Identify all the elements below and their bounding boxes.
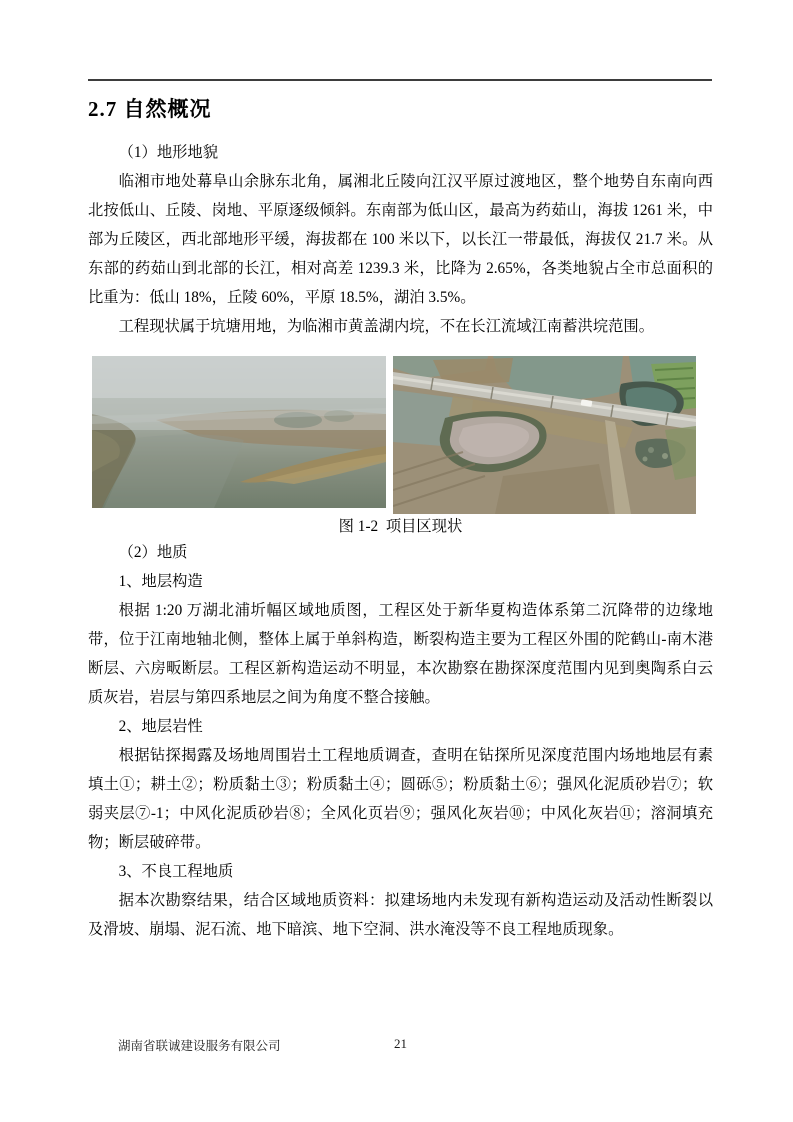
- aerial-river-wetland-illustration: [92, 356, 386, 508]
- footer-company-name: 湖南省联诚建设服务有限公司: [118, 1039, 281, 1053]
- footer-page-number: 21: [394, 1036, 407, 1051]
- aerial-river-wetland-photo: [92, 356, 386, 508]
- aerial-road-fields-illustration: [393, 356, 696, 514]
- heading-terrain: （1）地形地貌: [118, 144, 219, 161]
- header-rule: [88, 79, 712, 81]
- aerial-road-fields-photo: [393, 356, 696, 514]
- paragraph-adverse-geology: 据本次勘察结果，结合区域地质资料：拟建场地内未发现有新构造运动及活动性断裂以及滑坡、崩塌、泥石流、地下暗滨、地下空洞、洪水淹没等不良工程地质现象。: [88, 892, 713, 938]
- terrain-section: [88, 138, 713, 341]
- paragraph-strata-lithology: 根据钻探揭露及场地周围岩土工程地质调查，查明在钻探所见深度范围内场地地层有素填土①；耕土②；粉质黏土③；粉质黏土④；圆砾⑤；粉质黏土⑥；强风化泥质砂岩⑦；软弱夹层⑦-1；中风化泥质砂岩⑧；全风化页岩⑨；强风化灰岩⑩；中风化灰岩⑪；溶洞填充物；断层破碎带。: [88, 747, 713, 851]
- heading-adverse-geology: 3、不良工程地质: [118, 863, 234, 880]
- section-title: 2.7 自然概况: [88, 97, 212, 121]
- heading-strata-lithology: 2、地层岩性: [118, 718, 203, 735]
- heading-strata-structure: 1、地层构造: [118, 573, 203, 590]
- heading-geology: （2）地质: [118, 544, 188, 561]
- paragraph-terrain-overview: 临湘市地处幕阜山余脉东北角，属湘北丘陵向江汉平原过渡地区，整个地势自东南向西北按低山、丘陵、岗地、平原逐级倾斜。东南部为低山区，最高为药茹山，海拔 1261 米，中部为丘陵区，西北部地形平缓，海拔都在 100 米以下，以长江一带最低，海拔仅 21.7 米。从东部的药茹山到北部的长江，相对高差 1239.3 米，比降为 2.65%，各类地貌占全市总面积的比重为：低山 18%，丘陵 60%，平原 18.5%，湖泊 3.5%。: [88, 173, 713, 306]
- geology-section: [88, 538, 713, 944]
- paragraph-project-status: 工程现状属于坑塘用地，为临湘市黄盖湖内垸，不在长江流域江南蓄洪垸范围。: [118, 318, 654, 335]
- paragraph-strata-structure: 根据 1:20 万湖北浦圻幅区域地质图，工程区处于新华夏构造体系第二沉降带的边缘地带，位于江南地轴北侧，整体上属于单斜构造，断裂构造主要为工程区外围的陀鹤山-南木港断层、六房畈断层。工程区新构造运动不明显，本次勘察在勘探深度范围内见到奥陶系白云质灰岩，岩层与第四系地层之间为角度不整合接触。: [88, 602, 713, 706]
- figure-caption: 图 1-2 项目区现状: [338, 518, 463, 535]
